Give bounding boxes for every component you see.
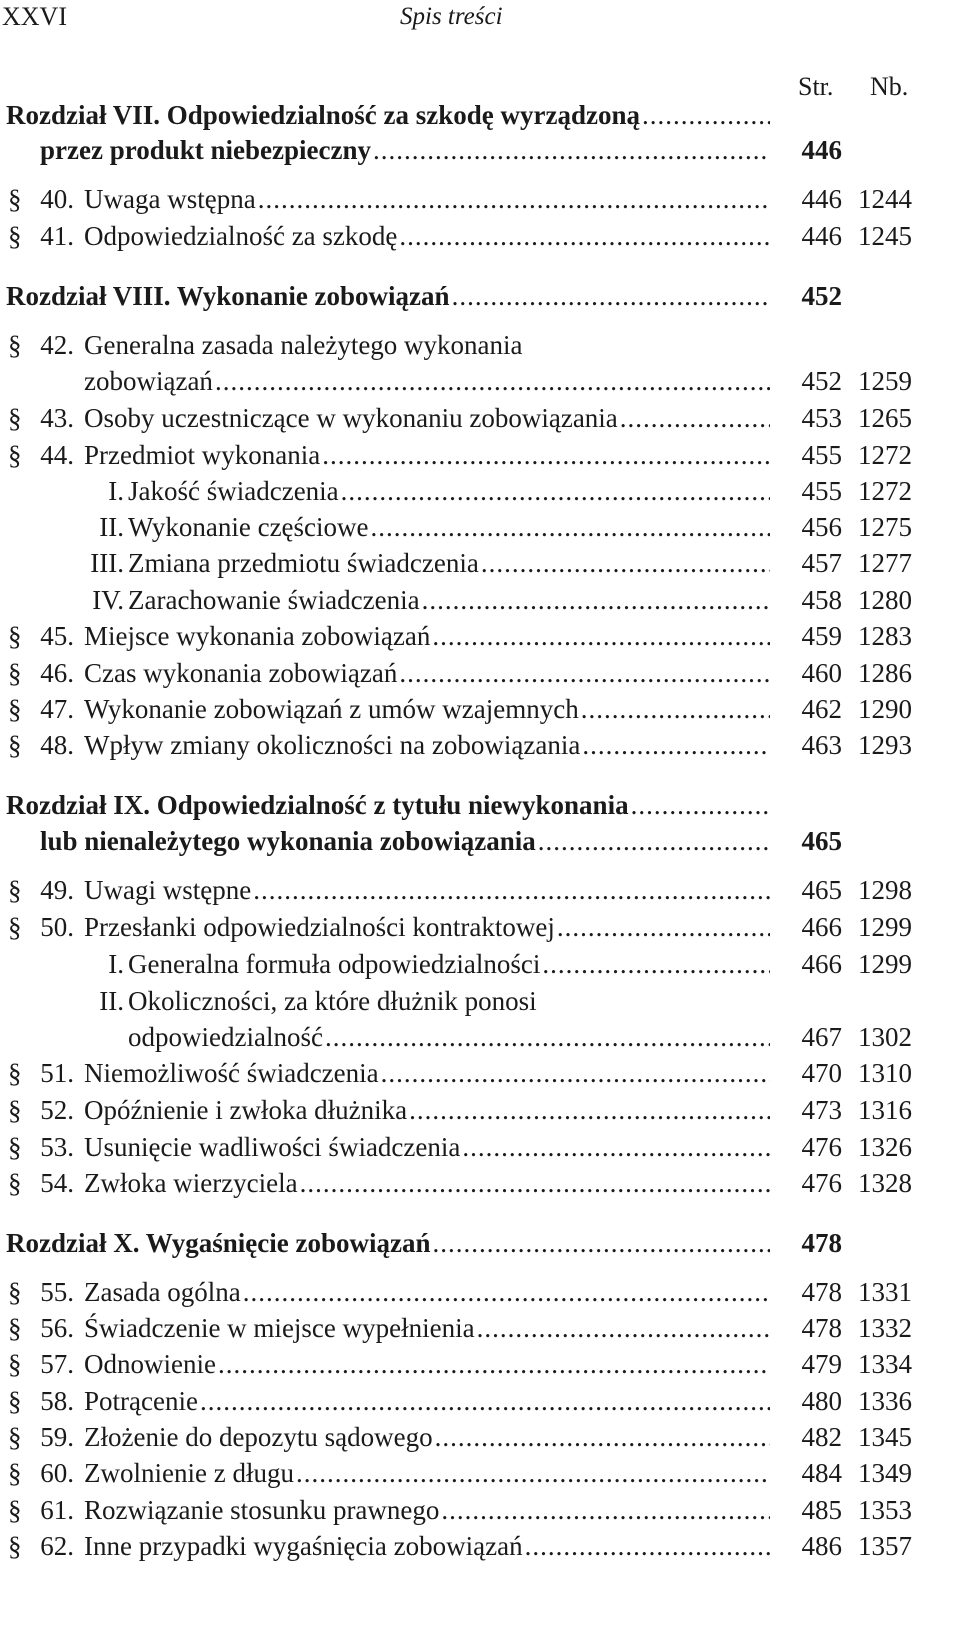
entry-title-leader [128,582,770,618]
entry-title-leader [84,1055,770,1091]
column-header-margin-number: Nb. [870,72,909,101]
entry-title-leader [84,181,770,217]
entry-title-leader [84,327,770,363]
toc-entry-row [0,983,960,1019]
section-sign: § [8,730,22,760]
entry-margin-number: 1290 [858,694,912,724]
entry-number: I. [108,476,124,506]
entry-title: Przesłanki odpowiedzialności kontraktowej [84,912,555,942]
entry-title: odpowiedzialność [128,1022,323,1052]
entry-page: 484 [801,1458,842,1488]
entry-title: Rozdział IX. Odpowiedzialność z tytułu niewykonania [6,790,629,820]
entry-page: 478 [801,1313,842,1343]
entry-margin-number: 1332 [858,1313,912,1343]
entry-margin-number: 1272 [858,476,912,506]
entry-title: Potrącenie [84,1386,198,1416]
entry-margin-number: 1272 [858,440,912,470]
toc-entry-row [0,582,960,618]
entry-title-leader [84,363,770,399]
entry-number: 52. [40,1095,74,1125]
section-sign: § [8,330,22,360]
entry-title-leader [84,691,770,727]
entry-title: Inne przypadki wygaśnięcia zobowiązań [84,1531,523,1561]
entry-title: Jakość świadczenia [128,476,339,506]
entry-title: Zasada ogólna [84,1277,241,1307]
entry-title-leader [128,509,770,545]
toc-entry-row [0,1492,960,1528]
toc-entry-row [0,1019,960,1055]
entry-title: Świadczenie w miejsce wypełnienia [84,1313,475,1343]
entry-title: lub nienależytego wykonania zobowiązania [40,826,536,856]
entry-title-leader [84,727,770,763]
entry-margin-number: 1275 [858,512,912,542]
entry-number: 47. [40,694,74,724]
entry-title: Przedmiot wykonania [84,440,321,470]
entry-page: 476 [801,1132,842,1162]
entry-number: 58. [40,1386,74,1416]
section-sign: § [8,1531,22,1561]
entry-page: 460 [801,658,842,688]
entry-page: 486 [801,1531,842,1561]
entry-title-leader [84,872,770,908]
section-sign: § [8,1277,22,1307]
entry-page: 467 [801,1022,842,1052]
entry-page: 452 [801,281,842,311]
toc-entry-row [0,946,960,982]
toc-entry-row [0,1129,960,1165]
toc-entry-row [0,1055,960,1091]
toc-entry-row [0,473,960,509]
entry-number: 60. [40,1458,74,1488]
entry-title: Zarachowanie świadczenia [128,585,420,615]
entry-margin-number: 1345 [858,1422,912,1452]
entry-title: Odpowiedzialność za szkodę [84,221,398,251]
entry-number: II. [99,986,124,1016]
entry-title-leader [40,823,770,859]
toc-entry-row [0,1165,960,1201]
entry-page: 457 [801,548,842,578]
section-sign: § [8,1349,22,1379]
entry-title: Wpływ zmiany okoliczności na zobowiązania [84,730,581,760]
entry-title-leader [84,1419,770,1455]
entry-title: Rozdział X. Wygaśnięcie zobowiązań [6,1228,431,1258]
entry-title: Uwaga wstępna [84,184,256,214]
entry-title-leader [84,1092,770,1128]
entry-number: IV. [92,585,124,615]
section-sign: § [8,1386,22,1416]
entry-number: 45. [40,621,74,651]
toc-entry-row [0,1419,960,1455]
toc-entry-row [0,545,960,581]
entry-title: zobowiązań [84,366,213,396]
entry-title-leader [128,473,770,509]
entry-page: 446 [801,184,842,214]
entry-title-leader [128,545,770,581]
entry-page: 482 [801,1422,842,1452]
entry-number: 57. [40,1349,74,1379]
entry-number: 62. [40,1531,74,1561]
entry-page: 466 [801,912,842,942]
entry-number: 56. [40,1313,74,1343]
entry-margin-number: 1316 [858,1095,912,1125]
entry-margin-number: 1283 [858,621,912,651]
entry-number: 54. [40,1168,74,1198]
entry-page: 452 [801,366,842,396]
toc-entry-row [0,1310,960,1346]
entry-page: 456 [801,512,842,542]
entry-margin-number: 1328 [858,1168,912,1198]
entry-title: Opóźnienie i zwłoka dłużnika [84,1095,408,1125]
toc-entry-row [0,1528,960,1564]
entry-number: 61. [40,1495,74,1525]
entry-title: przez produkt niebezpieczny [40,135,371,165]
entry-margin-number: 1298 [858,875,912,905]
section-sign: § [8,694,22,724]
entry-number: 55. [40,1277,74,1307]
section-sign: § [8,221,22,251]
entry-title-leader [84,1455,770,1491]
entry-title-leader [84,400,770,436]
toc-chapter-row [0,97,960,133]
section-sign: § [8,1458,22,1488]
entry-page: 485 [801,1495,842,1525]
entry-page: 478 [801,1228,842,1258]
entry-margin-number: 1326 [858,1132,912,1162]
entry-title: Wykonanie częściowe [128,512,369,542]
entry-title: Zwłoka wierzyciela [84,1168,298,1198]
entry-margin-number: 1299 [858,912,912,942]
toc-entry-row [0,437,960,473]
entry-margin-number: 1280 [858,585,912,615]
section-sign: § [8,875,22,905]
entry-title-leader [128,1019,770,1055]
section-sign: § [8,912,22,942]
entry-page: 455 [801,476,842,506]
entry-title-leader [84,1528,770,1564]
running-head [0,0,960,40]
entry-margin-number: 1334 [858,1349,912,1379]
entry-title-leader [84,437,770,473]
entry-number: 48. [40,730,74,760]
section-sign: § [8,403,22,433]
toc-entry-row [0,181,960,217]
entry-number: I. [108,949,124,979]
entry-margin-number: 1302 [858,1022,912,1052]
entry-margin-number: 1245 [858,221,912,251]
toc-entry-row [0,1455,960,1491]
entry-page: 446 [801,221,842,251]
entry-page: 473 [801,1095,842,1125]
entry-title: Wykonanie zobowiązań z umów wzajemnych [84,694,579,724]
entry-page: 462 [801,694,842,724]
entry-margin-number: 1299 [858,949,912,979]
section-sign: § [8,1132,22,1162]
toc-entry-row [0,691,960,727]
toc-chapter-row [0,823,960,859]
toc-chapter-row [0,1225,960,1261]
section-sign: § [8,440,22,470]
section-sign: § [8,658,22,688]
entry-title: Rozdział VII. Odpowiedzialność za szkodę wyrządzoną [6,100,641,130]
entry-margin-number: 1277 [858,548,912,578]
entry-title: Generalna formuła odpowiedzialności [128,949,541,979]
entry-title: Rozwiązanie stosunku prawnego [84,1495,440,1525]
entry-page: 455 [801,440,842,470]
entry-title-leader [6,278,770,314]
section-sign: § [8,621,22,651]
entry-title-leader [84,1492,770,1528]
entry-margin-number: 1353 [858,1495,912,1525]
toc-entry-row [0,400,960,436]
entry-title: Niemożliwość świadczenia [84,1058,379,1088]
entry-page: 466 [801,949,842,979]
entry-title-leader [84,218,770,254]
section-sign: § [8,1495,22,1525]
entry-margin-number: 1244 [858,184,912,214]
entry-number: III. [90,548,124,578]
page-number: XXVI [2,2,67,31]
entry-page: 453 [801,403,842,433]
entry-margin-number: 1336 [858,1386,912,1416]
entry-margin-number: 1310 [858,1058,912,1088]
entry-title-leader [6,1225,770,1261]
entry-margin-number: 1293 [858,730,912,760]
section-sign: § [8,1422,22,1452]
entry-number: 49. [40,875,74,905]
entry-title-leader [84,909,770,945]
entry-page: 465 [801,875,842,905]
section-sign: § [8,184,22,214]
toc-chapter-row [0,278,960,314]
entry-title-leader [84,1129,770,1165]
entry-page: 470 [801,1058,842,1088]
entry-title-leader [84,618,770,654]
entry-margin-number: 1265 [858,403,912,433]
toc-entry-row [0,618,960,654]
entry-number: 59. [40,1422,74,1452]
entry-title: Złożenie do depozytu sądowego [84,1422,433,1452]
entry-title: Miejsce wykonania zobowiązań [84,621,431,651]
toc-entry-row [0,363,960,399]
entry-number: 42. [40,330,74,360]
entry-title-leader [40,132,770,168]
entry-title: Okoliczności, za które dłużnik ponosi [128,986,537,1016]
entry-page: 465 [801,826,842,856]
entry-number: 53. [40,1132,74,1162]
section-sign: § [8,1168,22,1198]
entry-margin-number: 1357 [858,1531,912,1561]
toc-entry-row [0,1346,960,1382]
running-title: Spis treści [400,3,503,30]
entry-title: Czas wykonania zobowiązań [84,658,398,688]
entry-number: 43. [40,403,74,433]
section-sign: § [8,1058,22,1088]
entry-title: Usunięcie wadliwości świadczenia [84,1132,461,1162]
toc-entry-row [0,218,960,254]
toc-entry-row [0,727,960,763]
entry-number: II. [99,512,124,542]
toc-entry-row [0,909,960,945]
entry-title-leader [84,1383,770,1419]
entry-title: Zwolnienie z długu [84,1458,294,1488]
entry-page: 463 [801,730,842,760]
column-header-page: Str. [798,72,834,101]
entry-number: 41. [40,221,74,251]
toc-entry-row [0,872,960,908]
toc-chapter-row [0,787,960,823]
entry-number: 46. [40,658,74,688]
toc-chapter-row [0,132,960,168]
entry-margin-number: 1286 [858,658,912,688]
entry-title: Generalna zasada należytego wykonania [84,330,523,360]
entry-title: Zmiana przedmiotu świadczenia [128,548,479,578]
entry-margin-number: 1349 [858,1458,912,1488]
toc-entry-row [0,655,960,691]
entry-title-leader [6,97,770,133]
entry-margin-number: 1331 [858,1277,912,1307]
entry-title-leader [84,1310,770,1346]
entry-title: Rozdział VIII. Wykonanie zobowiązań [6,281,450,311]
entry-margin-number: 1259 [858,366,912,396]
toc-entry-row [0,1092,960,1128]
entry-title-leader [6,787,770,823]
entry-title-leader [84,1165,770,1201]
toc-entry-row [0,1383,960,1419]
entry-title-leader [128,983,770,1019]
toc-entry-row [0,509,960,545]
entry-title: Uwagi wstępne [84,875,252,905]
entry-title-leader [84,1346,770,1382]
entry-title: Osoby uczestniczące w wykonaniu zobowiązania [84,403,618,433]
entry-page: 478 [801,1277,842,1307]
toc-entry-row [0,1274,960,1310]
section-sign: § [8,1313,22,1343]
entry-number: 44. [40,440,74,470]
entry-title: Odnowienie [84,1349,216,1379]
toc-entry-row [0,327,960,363]
entry-title-leader [84,655,770,691]
entry-page: 479 [801,1349,842,1379]
entry-page: 459 [801,621,842,651]
entry-title-leader [84,1274,770,1310]
entry-page: 476 [801,1168,842,1198]
entry-number: 50. [40,912,74,942]
entry-page: 458 [801,585,842,615]
entry-page: 446 [801,135,842,165]
entry-number: 51. [40,1058,74,1088]
entry-title-leader [128,946,770,982]
entry-number: 40. [40,184,74,214]
entry-page: 480 [801,1386,842,1416]
section-sign: § [8,1095,22,1125]
